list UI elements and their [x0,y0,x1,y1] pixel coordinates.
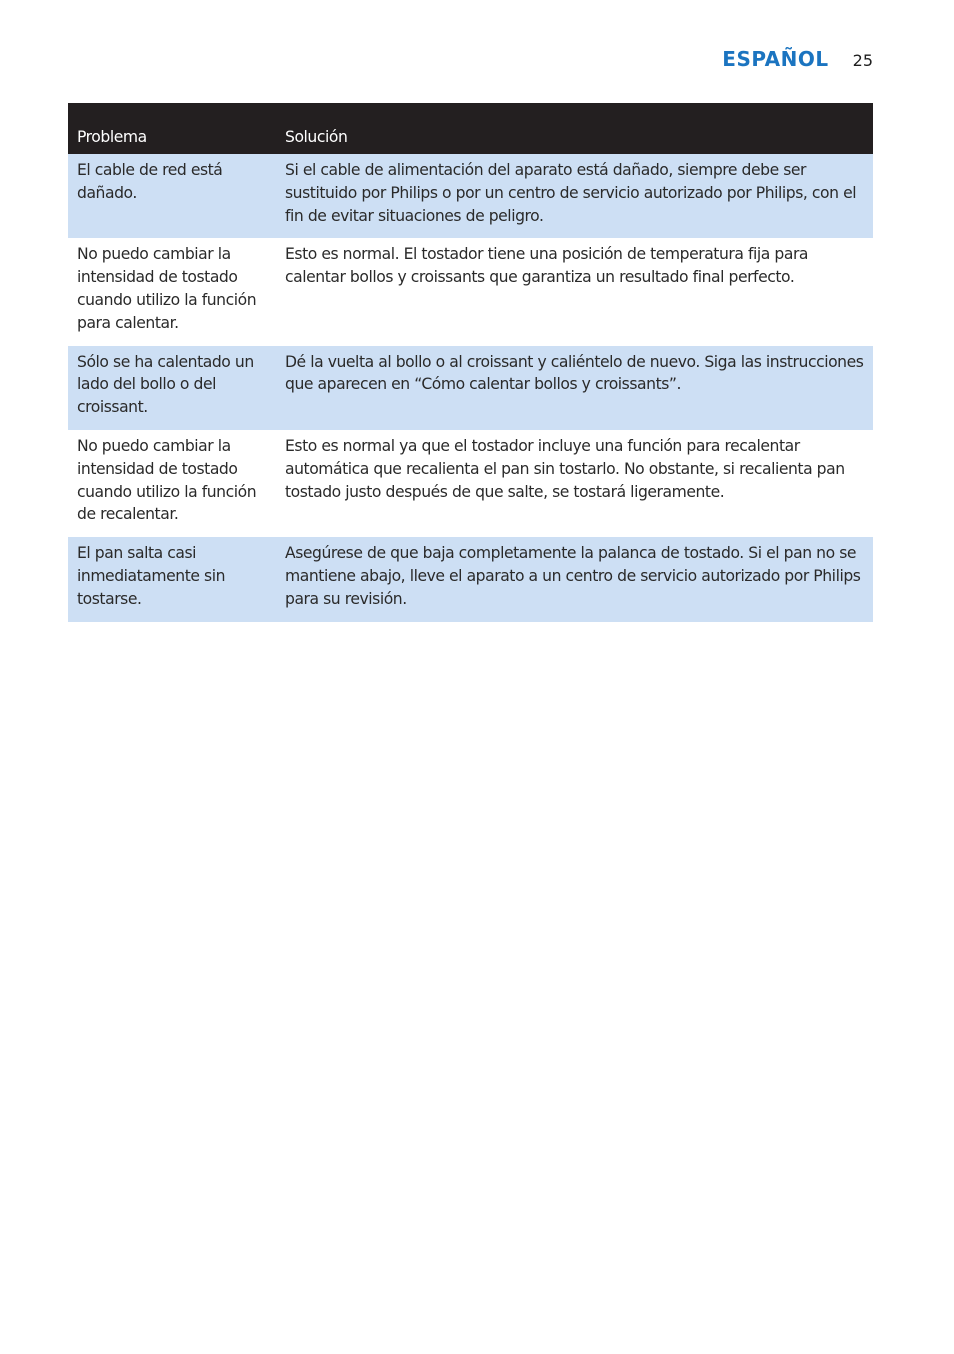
table-header-row [68,103,873,154]
solution-cell: Esto es normal ya que el tostador incluye una función para recalentar automática que recalienta el pan sin tostarlo. No obstante, si recalienta pan tostado justo después de que salte, se tostará ligeramente. [276,430,873,537]
problem-cell: No puedo cambiar la intensidad de tostado cuando utilizo la función de recalentar. [68,430,276,537]
solution-cell: Asegúrese de que baja completamente la palanca de tostado. Si el pan no se mantiene abajo, lleve el aparato a un centro de servicio autorizado por Philips para su revisión. [276,537,873,621]
table-row [68,430,873,537]
solution-cell: Esto es normal. El tostador tiene una posición de temperatura fija para calentar bollos y croissants que garantiza un resultado final perfecto. [276,238,873,345]
page-number: 25 [852,51,873,70]
page-header [722,47,873,71]
table-row [68,154,873,238]
table-row [68,346,873,430]
problem-cell: No puedo cambiar la intensidad de tostado cuando utilizo la función para calentar. [68,238,276,345]
problem-cell: Sólo se ha calentado un lado del bollo o del croissant. [68,346,276,430]
problem-cell: El pan salta casi inmediatamente sin tostarse. [68,537,276,621]
solution-cell: Dé la vuelta al bollo o al croissant y caliéntelo de nuevo. Siga las instrucciones que aparecen en “Cómo calentar bollos y croissants”. [276,346,873,430]
table-row [68,238,873,345]
table-row [68,537,873,621]
problem-cell: El cable de red está dañado. [68,154,276,238]
language-label: ESPAÑOL [722,47,829,71]
column-header-solution: Solución [276,103,873,154]
column-header-problem: Problema [68,103,276,154]
solution-cell: Si el cable de alimentación del aparato está dañado, siempre debe ser sustituido por Philips o por un centro de servicio autorizado por Philips, con el fin de evitar situaciones de peligro. [276,154,873,238]
troubleshooting-table [68,103,873,622]
